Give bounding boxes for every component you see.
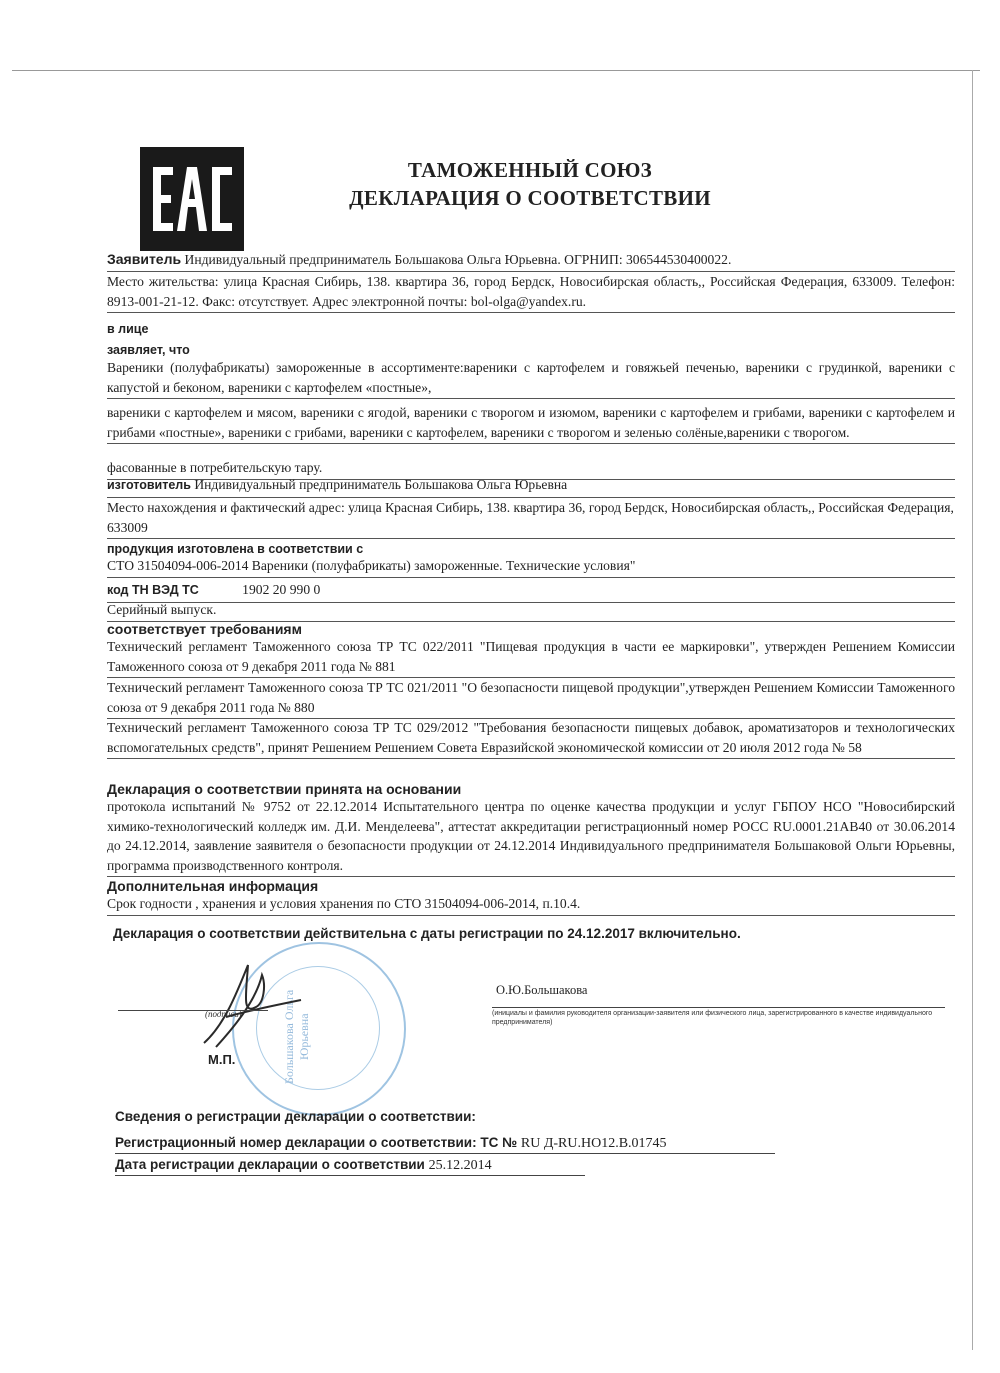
signer-name-line <box>492 1007 945 1008</box>
manufacturer-line <box>107 475 955 498</box>
serial-release: Серийный выпуск. <box>107 600 955 622</box>
manufacturer-label: изготовитель <box>107 478 191 492</box>
applicant-label: Заявитель <box>107 251 182 267</box>
signature-label: (подпись) <box>205 1009 242 1019</box>
handwritten-signature-icon <box>196 955 306 1055</box>
seal-place-label: М.П. <box>208 1052 236 1067</box>
registration-date-label: Дата регистрации декларации о соответствии <box>115 1157 425 1172</box>
title-declaration: ДЕКЛАРАЦИЯ О СООТВЕТСТВИИ <box>349 186 711 210</box>
validity-statement: Декларация о соответствии действительна с даты регистрации по 24.12.2017 включительно. <box>113 926 741 941</box>
title-union: ТАМОЖЕННЫЙ СОЮЗ <box>407 158 653 182</box>
signer-name-note: (инициалы и фамилия руководителя организации-заявителя или физического лица, зарегистрированного в качестве индивидуального предпринимателя) <box>492 1010 933 1026</box>
additional-info-label: Дополнительная информация <box>107 878 319 894</box>
production-standard: СТО 31504094-006-2014 Вареники (полуфабрикаты) замороженные. Технические условия" <box>107 556 955 578</box>
manufacturer-name: Индивидуальный предприниматель Большакова Ольга Юрьевна <box>194 477 568 492</box>
registration-number-line <box>115 1134 667 1153</box>
registration-number-label: Регистрационный номер декларации о соответствии: ТС № <box>115 1135 518 1150</box>
signature-line <box>118 1010 268 1011</box>
registration-number-underline <box>115 1153 775 1154</box>
registration-number-value: RU Д-RU.НО12.В.01745 <box>520 1136 667 1151</box>
requirement-item: Технический регламент Таможенного союза ТР ТС 022/2011 "Пищевая продукция в части ее маркировки", утвержден Решением Комиссии Таможенного союза от 9 декабря 2011 года № 881 <box>107 637 955 678</box>
registration-date-value: 25.12.2014 <box>428 1158 492 1173</box>
applicant-address: Место жительства: улица Красная Сибирь, 138. квартира 36, город Бердск, Новосибирская область,, Российская Федерация, 633009. Телефон: 8913-001-21-12. Факс: отсутствует. Адрес электронной почты: bol-olga@yandex.ru. <box>107 272 955 313</box>
applicant-name: Индивидуальный предприниматель Большакова Ольга Юрьевна. ОГРНИП: 306544530400022. <box>184 252 732 267</box>
basis-label: Декларация о соответствии принята на основании <box>107 781 462 797</box>
product-list-2: вареники с картофелем и мясом, вареники с ягодой, вареники с творогом и изюмом, вареники с картофелем и грибами, вареники с картофелем и грибами «постные», вареники с грибами, вареники с картофелем, вареники с творогом и зеленью солёные,вареники с творогом. <box>107 403 955 444</box>
registration-date-underline <box>115 1175 585 1176</box>
registration-date-line <box>115 1156 492 1175</box>
stamp-name: Большакова Ольга Юрьевна <box>282 989 311 1085</box>
tn-ved-code-value: 1902 20 990 0 <box>242 582 321 597</box>
additional-info-text: Срок годности , хранения и условия хранения по СТО 31504094-006-2014, п.10.4. <box>107 894 955 916</box>
requirements-label: соответствует требованиям <box>107 621 302 637</box>
applicant-line <box>107 250 955 272</box>
requirement-item: Технический регламент Таможенного союза ТР ТС 029/2012 "Требования безопасности пищевых добавок, ароматизаторов и технологических вспомогательных средств", принят Решением Решением Совета Евразийской экономической комиссии от 20 июля 2012 года № 58 <box>107 718 955 759</box>
tn-ved-code-label: код ТН ВЭД ТС <box>107 583 199 597</box>
registration-heading: Сведения о регистрации декларации о соответствии: <box>115 1109 476 1124</box>
signer-name: О.Ю.Большакова <box>496 983 588 997</box>
declares-label: заявляет, что <box>107 343 190 357</box>
document-title <box>300 156 760 212</box>
basis-text: протокола испытаний № 9752 от 22.12.2014 Испытательного центра по оценке качества продукции и услуг ГБПОУ НСО "Новосибирский химико-технологический колледж им. Д.И. Менделеева", аттестат аккредитации регистрационный номер РОСС RU.0001.21АВ40 от 30.06.2014 до 24.12.2014, заявление заявителя о безопасности продукции от 24.12.2014 Индивидуального предпринимателя Большаковой Ольги Юрьевны, программа производственного контроля. <box>107 797 955 877</box>
scan-edge-right <box>972 70 973 1350</box>
production-label: продукция изготовлена в соответствии с <box>107 542 364 556</box>
product-packaging: фасованные в потребительскую тару. <box>107 458 955 480</box>
in-person-label: в лице <box>107 322 149 336</box>
scan-edge-top <box>12 70 980 71</box>
eac-logo-icon <box>140 147 244 251</box>
manufacturer-address: Место нахождения и фактический адрес: улица Красная Сибирь, 138. квартира 36, город Бердск, Новосибирская область,, Российская Федерация, 633009 <box>107 498 955 539</box>
product-list-1: Вареники (полуфабрикаты) замороженные в ассортименте:вареники с картофелем и говяжьей печенью, вареники с грудинкой, вареники с капустой и беконом, вареники с картофелем «постные», <box>107 358 955 399</box>
requirement-item: Технический регламент Таможенного союза ТР ТС 021/2011 "О безопасности пищевой продукции",утвержден Решением Комиссии Таможенного союза от 9 декабря 2011 года № 880 <box>107 678 955 719</box>
